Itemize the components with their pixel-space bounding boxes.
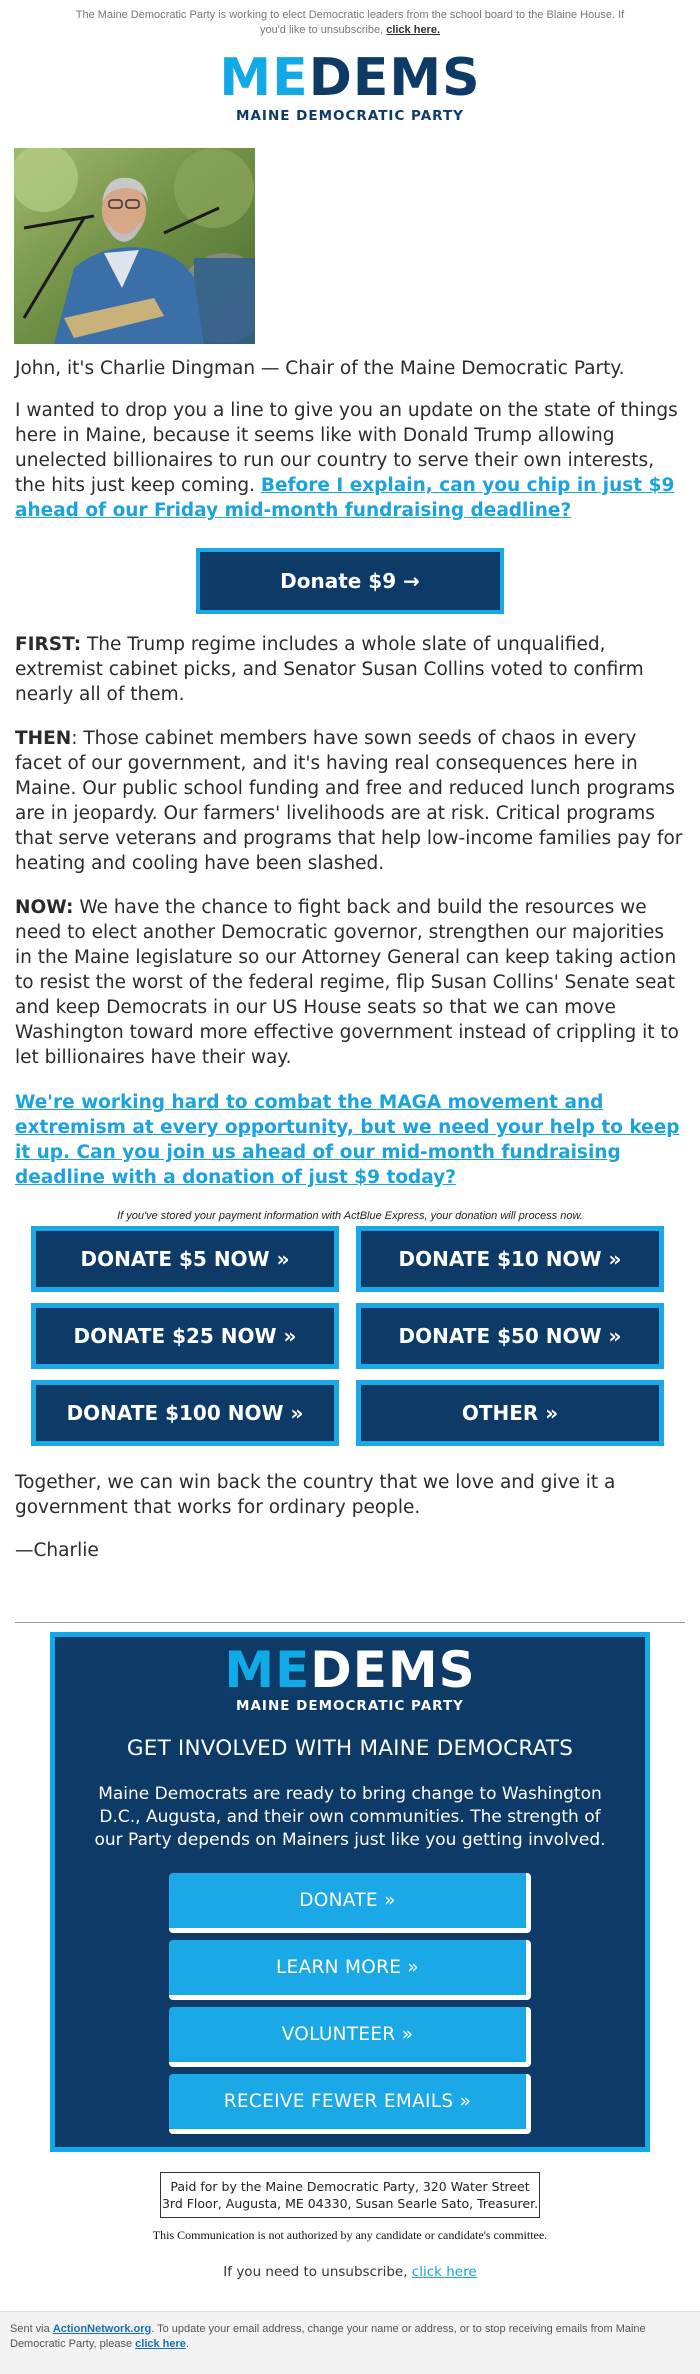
- panel-text: Maine Democrats are ready to bring change to Washington D.C., Augusta, and their own communities. The strength of our Party depends on Mainers just like you getting involved.: [94, 1784, 606, 1850]
- logo-subtitle: MAINE DEMOCRATIC PARTY: [236, 108, 464, 124]
- panel-logo-wordmark: [55, 1641, 645, 1699]
- footer-bar: [0, 2311, 700, 2374]
- unsubscribe-link[interactable]: click here: [411, 2264, 477, 2280]
- panel-title: GET INVOLVED WITH MAINE DEMOCRATS: [126, 1736, 574, 1761]
- get-involved-panel: [50, 1632, 650, 2152]
- signature: —Charlie: [15, 1540, 99, 1561]
- cta-paragraph: [15, 1090, 683, 1190]
- panel-logo-me: ME: [224, 1641, 311, 1699]
- unsubscribe-line: [0, 2264, 700, 2280]
- now-paragraph: [15, 895, 683, 1070]
- paid-for-line-2: 3rd Floor, Augusta, ME 04330, Susan Searle Sato, Treasurer.: [161, 2196, 539, 2211]
- panel-logo-subtitle: MAINE DEMOCRATIC PARTY: [236, 1698, 464, 1714]
- preheader-text: The Maine Democratic Party is working to elect Democratic leaders from the school board to the Blaine House. If you'd like to unsubscribe,: [75, 9, 625, 36]
- panel-logo[interactable]: [55, 1641, 645, 1714]
- panel-learn-more-button[interactable]: LEARN MORE »: [169, 1940, 531, 2000]
- then-paragraph: [15, 726, 683, 876]
- now-text: We have the chance to fight back and build the resources we need to elect another Democratic governor, strengthen our majorities in the Maine legislature so our Attorney General can keep taking action to resist the worst of the federal regime, flip Susan Collins' Senate seat and keep Democrats in our US House seats so that we can move Washington toward more effective government instead of crippling it to let billionaires have their way.: [15, 897, 679, 1068]
- donate-10-button[interactable]: DONATE $10 NOW »: [356, 1226, 664, 1292]
- header-logo[interactable]: [0, 48, 700, 124]
- paid-for-line-1: Paid for by the Maine Democratic Party, 320 Water Street: [170, 2179, 530, 2194]
- donate-25-button[interactable]: DONATE $25 NOW »: [31, 1303, 339, 1369]
- cta-donate-link[interactable]: We're working hard to combat the MAGA movement and extremism at every opportunity, but we need your help to keep it up. Can you join us ahead of our mid-month fundraising deadline with a donation of just $9 today?: [15, 1092, 680, 1188]
- preheader-unsubscribe-link[interactable]: click here.: [386, 24, 441, 36]
- closing-paragraph: Together, we can win back the country that we love and give it a government that works for ordinary people.: [15, 1472, 616, 1518]
- preheader: [0, 0, 700, 38]
- first-text: The Trump regime includes a whole slate of unqualified, extremist cabinet picks, and Senator Susan Collins voted to confirm nearly all of them.: [15, 634, 644, 705]
- logo-wordmark: [0, 48, 700, 108]
- divider: [15, 1622, 685, 1623]
- donate-5-button[interactable]: DONATE $5 NOW »: [31, 1226, 339, 1292]
- logo-me: ME: [219, 48, 309, 108]
- panel-logo-dems: DEMS: [310, 1641, 476, 1699]
- chip-in-link[interactable]: Before I explain, can you chip in just $9 ahead of our Friday mid-month fundraising deadline?: [15, 475, 675, 521]
- footer-sent-via: Sent via: [10, 2323, 50, 2335]
- donate-other-button[interactable]: OTHER »: [356, 1380, 664, 1446]
- intro-paragraph: John, it's Charlie Dingman — Chair of the Maine Democratic Party.: [15, 358, 625, 379]
- footer-text: . To update your email address, change your name or address, or to stop receiving emails from Maine Democratic Party, please: [10, 2323, 646, 2350]
- unsubscribe-text: If you need to unsubscribe,: [223, 2264, 408, 2280]
- then-text: : Those cabinet members have sown seeds of chaos in every facet of our government, and it's having real consequences here in Maine. Our public school funding and free and reduced lunch programs are in jeopardy. Our farmers' livelihoods are at risk. Critical programs that serve veterans and programs that help low-income families pay for heating and cooling have been slashed.: [15, 728, 683, 874]
- then-label: THEN: [15, 728, 72, 749]
- footer-click-here-link[interactable]: click here: [135, 2338, 186, 2350]
- update-paragraph: [15, 398, 683, 523]
- donate-100-button[interactable]: DONATE $100 NOW »: [31, 1380, 339, 1446]
- first-paragraph: [15, 632, 683, 707]
- paid-for-box: [160, 2172, 540, 2218]
- actblue-note: If you've stored your payment information with ActBlue Express, your donation will process now.: [117, 1210, 583, 1222]
- footer-actionnetwork-link[interactable]: ActionNetwork.org: [52, 2323, 152, 2335]
- now-label: NOW:: [15, 897, 74, 918]
- not-authorized-disclaimer: This Communication is not authorized by any candidate or candidate's committee.: [152, 2228, 548, 2242]
- first-label: FIRST:: [15, 634, 82, 655]
- donate-9-button[interactable]: Donate $9 →: [196, 548, 504, 614]
- logo-dems: DEMS: [308, 48, 481, 108]
- panel-donate-button[interactable]: DONATE »: [169, 1873, 531, 1933]
- footer-end: .: [185, 2338, 189, 2350]
- panel-volunteer-button[interactable]: VOLUNTEER »: [169, 2007, 531, 2067]
- speaker-photo: [14, 148, 255, 344]
- speaker-photo-illustration: [14, 148, 255, 344]
- panel-fewer-emails-button[interactable]: RECEIVE FEWER EMAILS »: [169, 2074, 531, 2134]
- donate-50-button[interactable]: DONATE $50 NOW »: [356, 1303, 664, 1369]
- update-text: I wanted to drop you a line to give you an update on the state of things here in Maine, because it seems like with Donald Trump allowing unelected billionaires to run our country to serve their own interests, the hits just keep coming.: [15, 400, 678, 496]
